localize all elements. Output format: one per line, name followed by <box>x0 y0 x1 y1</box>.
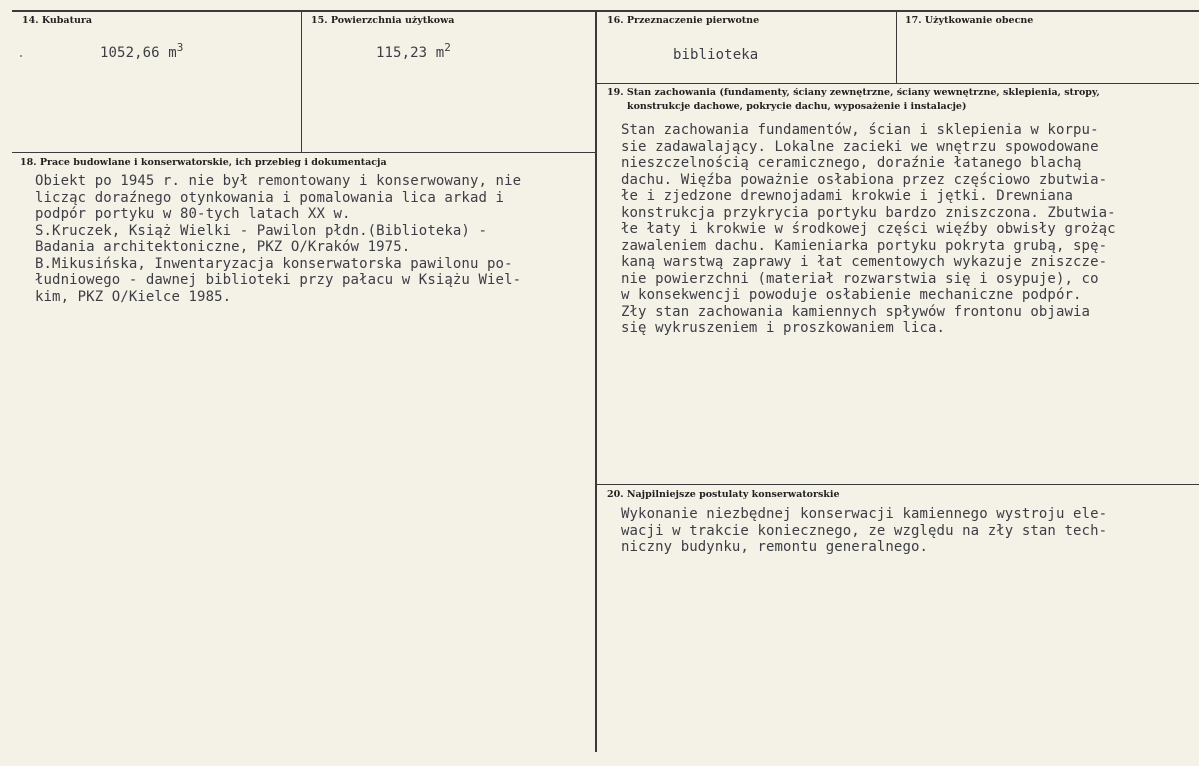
stan-text <box>621 122 1116 337</box>
postulaty-line: wacji w trakcie koniecznego, ze względu na zły stan tech- <box>621 522 1108 539</box>
stan-line: łe łaty i krokwie w środkowej części więźby obwisły grożąc <box>621 221 1116 237</box>
powierzchnia-exponent: 2 <box>444 41 451 54</box>
stan-line: sie zadawalający. Lokalne zacieki we wnętrzu spowodowane <box>621 138 1099 155</box>
top-rule <box>12 10 1199 12</box>
powierzchnia-value <box>376 41 451 62</box>
divider-16-17 <box>896 10 897 84</box>
stan-line: w konsekwencji powoduje osłabienie mechaniczne podpór. <box>621 287 1082 303</box>
prace-line: S.Kruczek, Książ Wielki - Pawilon płdn.(Biblioteka) - <box>35 222 488 239</box>
rule-above-18 <box>12 152 596 153</box>
stan-line: zawaleniem dachu. Kamieniarka portyku pokryta grubą, spę- <box>621 237 1108 254</box>
prace-text <box>35 173 521 305</box>
prace-line: B.Mikusińska, Inwentaryzacja konserwatorska pawilonu po- <box>35 255 513 272</box>
stan-line: się wykruszeniem i proszkowaniem lica. <box>621 320 946 336</box>
przeznaczenie-label: 16. Przeznaczenie pierwotne <box>607 15 760 26</box>
postulaty-line: Wykonanie niezbędnej konserwacji kamiennego wystroju ele- <box>621 506 1108 522</box>
prace-line: kim, PKZ O/Kielce 1985. <box>35 288 232 305</box>
divider-14-15 <box>301 10 302 153</box>
prace-line: licząc doraźnego otynkowania i pomalowania lica arkad i <box>35 189 505 206</box>
prace-line: Obiekt po 1945 r. nie był remontowany i konserwowany, nie <box>35 173 522 189</box>
postulaty-text <box>621 506 1107 556</box>
kubatura-value <box>100 41 184 62</box>
stan-line: nie powierzchni (materiał rozwarstwia się i osypuje), co <box>621 270 1099 287</box>
stan-label-line2: konstrukcje dachowe, pokrycie dachu, wyposażenie i instalacje) <box>627 101 967 112</box>
powierzchnia-label: 15. Powierzchnia użytkowa <box>311 15 455 26</box>
center-divider <box>595 10 597 752</box>
postulaty-line: niczny budynku, remontu generalnego. <box>621 539 929 555</box>
stan-line: nieszczelnością ceramicznego, doraźnie łatanego blachą <box>621 155 1082 171</box>
stray-mark <box>20 55 22 57</box>
prace-line: podpór portyku w 80-tych latach XX w. <box>35 206 351 222</box>
stan-line: łe i zjedzone drewnojadami krokwie i jętki. Drewniana <box>621 188 1074 204</box>
kubatura-number: 1052,66 m <box>100 45 177 61</box>
stan-line: Stan zachowania fundamentów, ścian i sklepienia w korpu- <box>621 122 1099 138</box>
stan-label-line1: 19. Stan zachowania (fundamenty, ściany zewnętrzne, ściany wewnętrzne, sklepienia, stropy, <box>607 87 1100 98</box>
prace-line: Badania architektoniczne, PKZ O/Kraków 1975. <box>35 239 411 255</box>
stan-line: konstrukcja przykrycia portyku bardzo zniszczona. Zbutwia- <box>621 204 1116 221</box>
powierzchnia-number: 115,23 m <box>376 45 445 61</box>
kubatura-exponent: 3 <box>176 41 184 54</box>
kubatura-label: 14. Kubatura <box>22 15 93 26</box>
rule-above-20 <box>596 484 1199 485</box>
stan-line: Zły stan zachowania kamiennych spływów frontonu objawia <box>621 303 1091 320</box>
prace-line: łudniowego - dawnej biblioteki przy pałacu w Książu Wiel- <box>35 272 522 288</box>
prace-label: 18. Prace budowlane i konserwatorskie, ich przebieg i dokumentacja <box>20 157 387 168</box>
uzytkowanie-label: 17. Użytkowanie obecne <box>905 15 1034 26</box>
stan-line: kaną warstwą zaprawy i łat cementowych wykazuje zniszcze- <box>621 254 1108 270</box>
rule-above-19 <box>596 83 1199 84</box>
stan-line: dachu. Więźba poważnie osłabiona przez częściowo zbutwia- <box>621 171 1108 188</box>
postulaty-label: 20. Najpilniejsze postulaty konserwatorskie <box>607 489 840 500</box>
przeznaczenie-value: biblioteka <box>673 47 759 63</box>
